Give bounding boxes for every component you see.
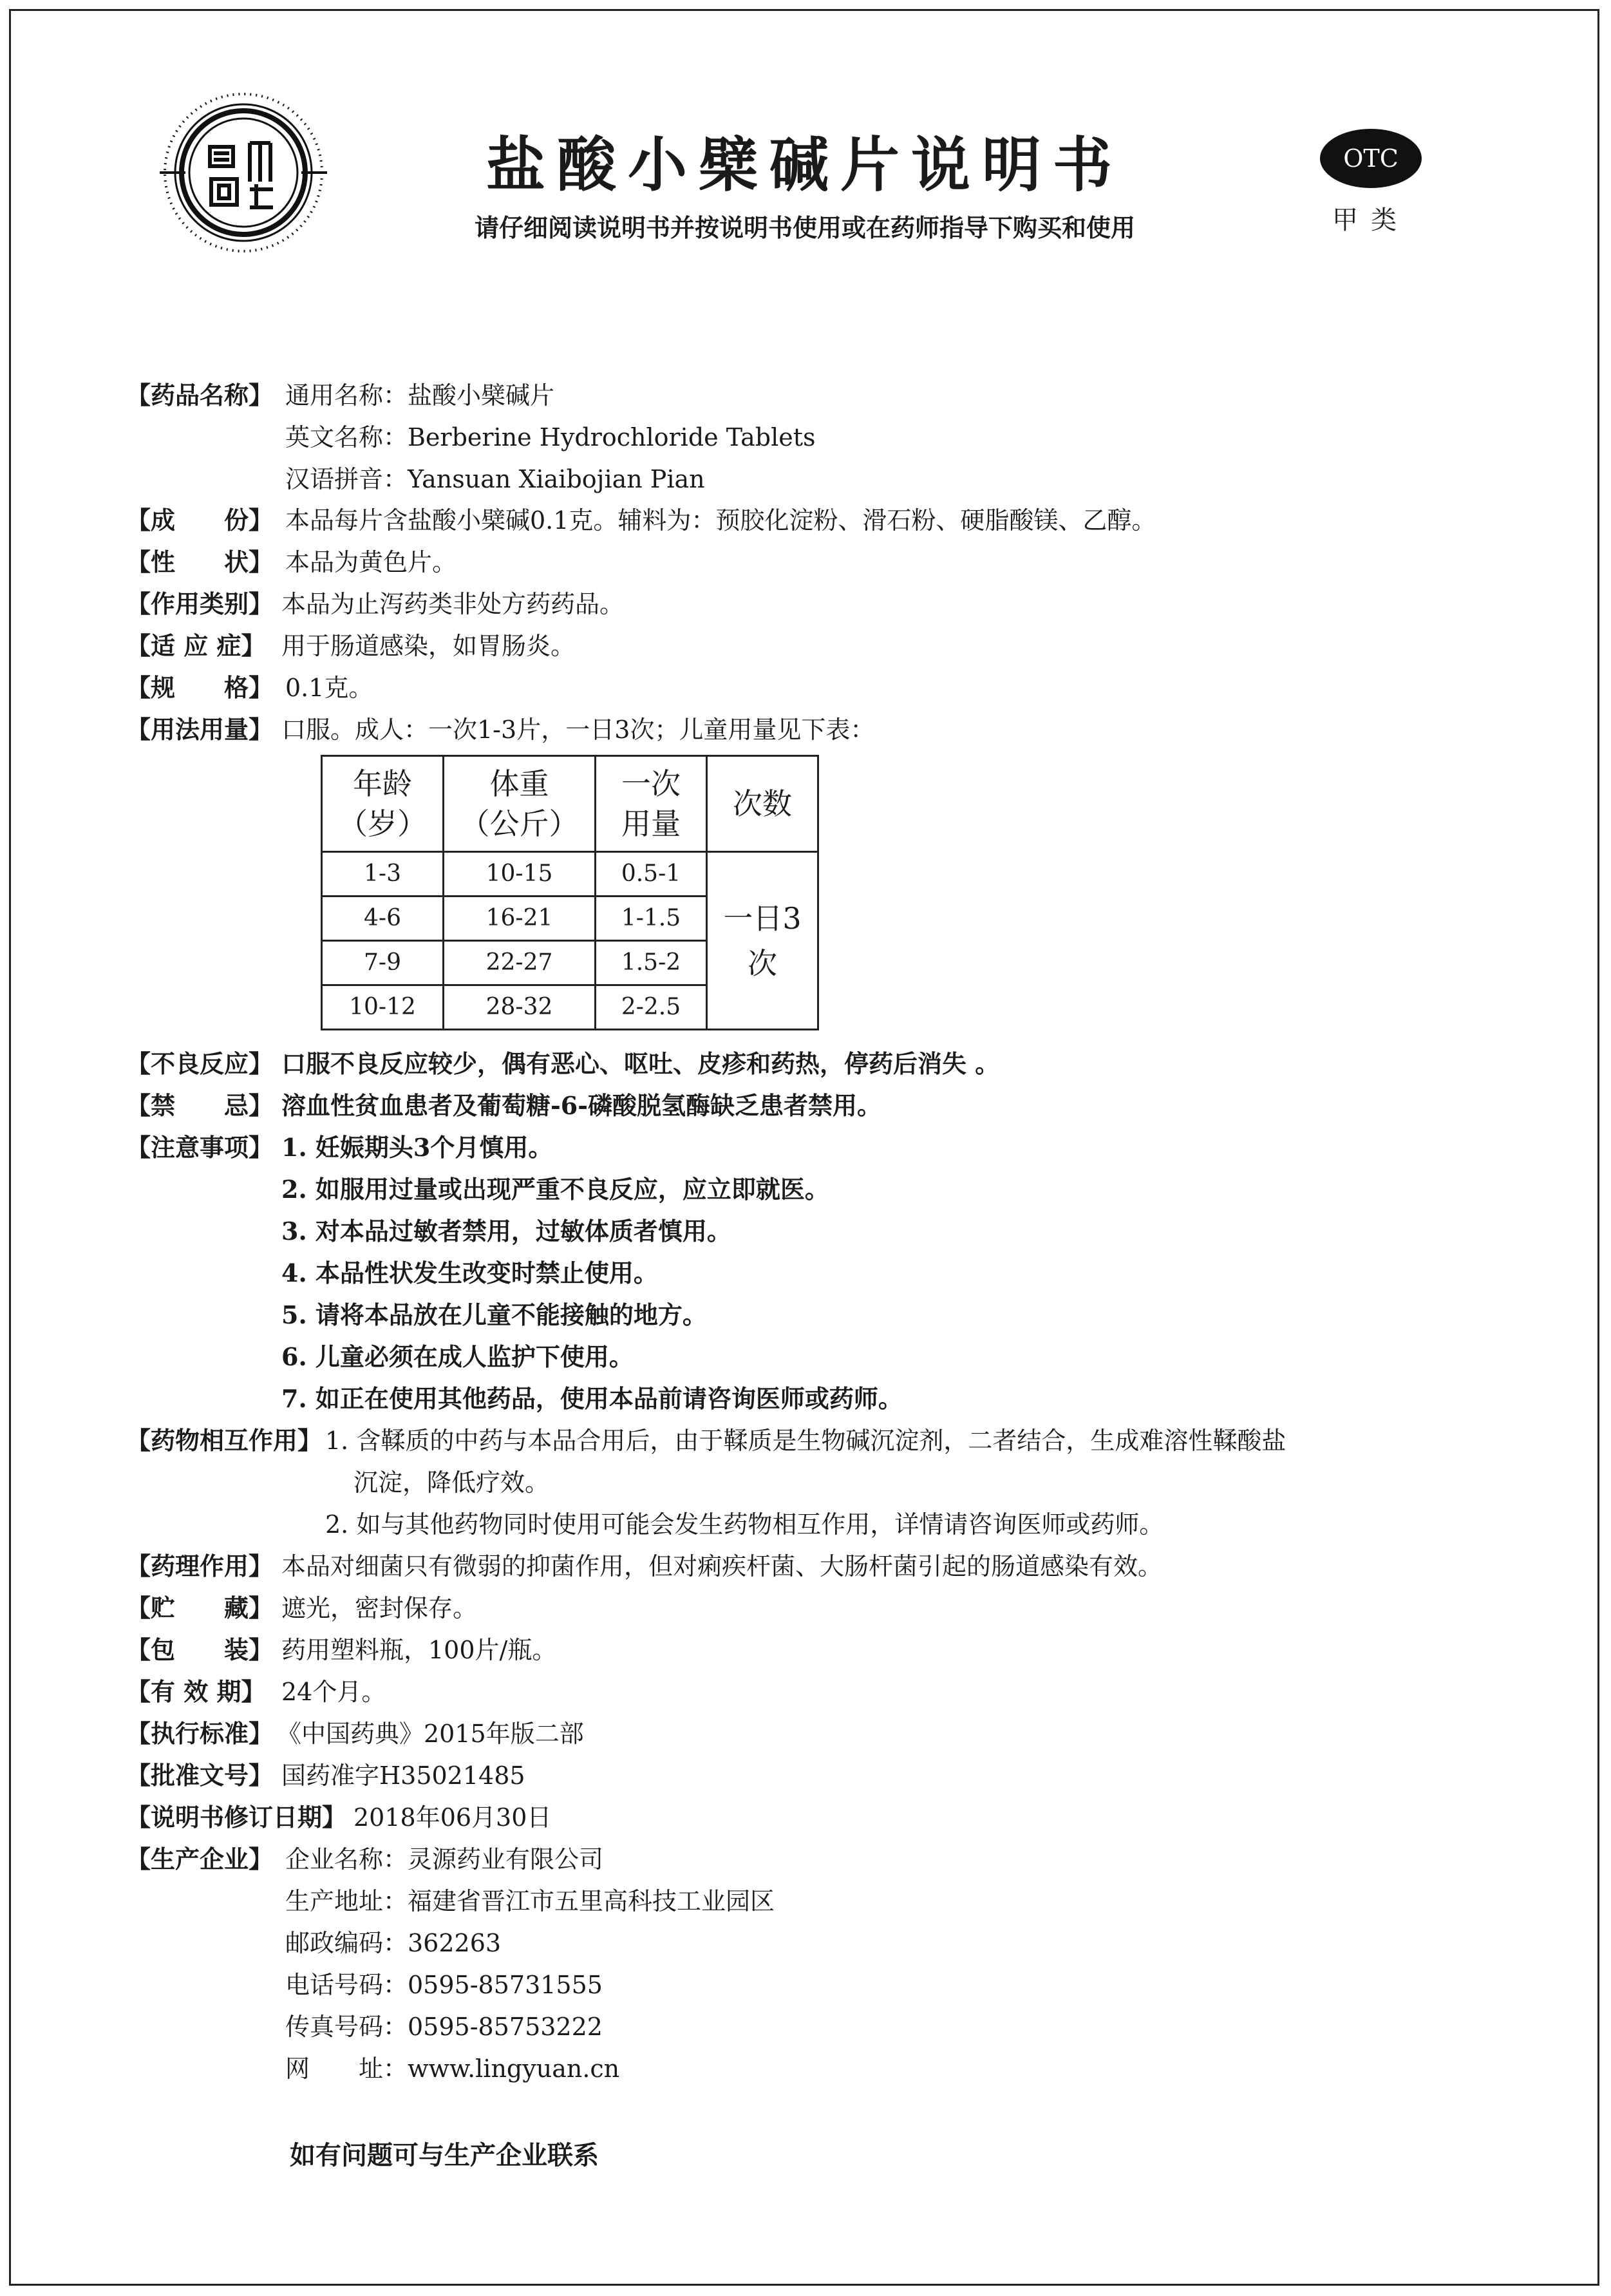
otc-badge: OTC bbox=[1320, 129, 1422, 188]
table-header-row bbox=[322, 756, 818, 852]
dosage-text: 口服。成人：一次1-3片，一日3次；儿童用量见下表： bbox=[281, 716, 875, 744]
section-label-ingredients: 【成 份】 bbox=[126, 506, 274, 535]
contact-note: 如有问题可与生产企业联系 bbox=[290, 2140, 599, 2170]
validity-text: 24个月。 bbox=[281, 1678, 386, 1706]
section-label-validity: 【有 效 期】 bbox=[126, 1677, 266, 1706]
header-frequency-line1: 次数 bbox=[733, 786, 792, 821]
header-weight-line2: （公斤） bbox=[460, 806, 579, 841]
header-weight-line1: 体重 bbox=[489, 766, 549, 801]
revision-date: 2018年06月30日 bbox=[353, 1803, 552, 1832]
precaution-item: 4. 本品性状发生改变时禁止使用。 bbox=[281, 1258, 658, 1287]
document-title: 盐酸小檗碱片说明书 bbox=[485, 130, 1124, 200]
package-text: 药用塑料瓶，100片/瓶。 bbox=[281, 1636, 557, 1664]
section-label-pharmacology: 【药理作用】 bbox=[126, 1551, 274, 1580]
interaction-item: 2. 如与其他药物同时使用可能会发生药物相互作用，详情请咨询医师或药师。 bbox=[325, 1510, 1164, 1539]
generic-name: 通用名称：盐酸小檗碱片 bbox=[285, 381, 555, 410]
section-label-approval: 【批准文号】 bbox=[126, 1761, 274, 1790]
precaution-item: 7. 如正在使用其他药品，使用本品前请咨询医师或药师。 bbox=[281, 1384, 903, 1413]
section-label-dosage: 【用法用量】 bbox=[126, 715, 274, 744]
interaction-item: 1. 含鞣质的中药与本品合用后，由于鞣质是生物碱沉淀剂，二者结合，生成难溶性鞣酸盐 bbox=[325, 1427, 1286, 1455]
phone-number: 电话号码：0595-85731555 bbox=[285, 1971, 603, 1999]
precaution-item: 1. 妊娠期头3个月慎用。 bbox=[281, 1133, 553, 1162]
section-label-indications: 【适 应 症】 bbox=[126, 631, 266, 660]
spec-text: 0.1克。 bbox=[285, 674, 373, 702]
contraindications-text: 溶血性贫血患者及葡萄糖-6-磷酸脱氢酶缺乏患者禁用。 bbox=[281, 1091, 881, 1120]
english-name: 英文名称：Berberine Hydrochloride Tablets bbox=[285, 423, 816, 451]
postal-code: 邮政编码：362263 bbox=[285, 1929, 502, 1957]
table-cell: 1-1.5 bbox=[596, 897, 707, 941]
section-label-manufacturer: 【生产企业】 bbox=[126, 1845, 274, 1874]
table-row bbox=[322, 852, 818, 897]
header-dose-line2: 用量 bbox=[621, 806, 681, 841]
document-subtitle: 请仔细阅读说明书并按说明书使用或在药师指导下购买和使用 bbox=[474, 213, 1135, 242]
header-age-line1: 年龄 bbox=[353, 766, 412, 801]
section-label-appearance: 【性 状】 bbox=[126, 547, 274, 576]
table-cell: 2-2.5 bbox=[596, 985, 707, 1030]
table-cell: 1-3 bbox=[322, 852, 444, 897]
company-name: 企业名称：灵源药业有限公司 bbox=[285, 1845, 604, 1874]
section-label-adverse: 【不良反应】 bbox=[126, 1049, 274, 1078]
frequency-line2: 次 bbox=[748, 945, 777, 981]
section-label-interactions: 【药物相互作用】 bbox=[126, 1426, 323, 1455]
website: 网 址：www.lingyuan.cn bbox=[285, 2054, 620, 2083]
header-dose bbox=[596, 756, 707, 852]
header-age bbox=[322, 756, 444, 852]
header-dose-line1: 一次 bbox=[621, 766, 681, 801]
table-cell: 1.5-2 bbox=[596, 941, 707, 985]
fax-number: 传真号码：0595-85753222 bbox=[285, 2013, 603, 2041]
section-label-category: 【作用类别】 bbox=[126, 589, 274, 618]
interaction-item-continued: 沉淀，降低疗效。 bbox=[353, 1468, 550, 1497]
table-cell: 10-15 bbox=[444, 852, 596, 897]
appearance-text: 本品为黄色片。 bbox=[285, 548, 457, 576]
company-address: 生产地址：福建省晋江市五里高科技工业园区 bbox=[285, 1887, 775, 1915]
table-cell: 10-12 bbox=[322, 985, 444, 1030]
section-label-standard: 【执行标准】 bbox=[126, 1719, 274, 1748]
indications-text: 用于肠道感染，如胃肠炎。 bbox=[281, 632, 576, 660]
section-label-contraindications: 【禁 忌】 bbox=[126, 1091, 274, 1120]
precaution-item: 3. 对本品过敏者禁用，过敏体质者慎用。 bbox=[281, 1217, 731, 1246]
category-text: 本品为止泻药类非处方药药品。 bbox=[281, 590, 625, 618]
header-frequency bbox=[707, 756, 818, 852]
storage-text: 遮光，密封保存。 bbox=[281, 1594, 478, 1622]
approval-number: 国药准字H35021485 bbox=[281, 1761, 525, 1790]
table-cell: 22-27 bbox=[444, 941, 596, 985]
pharmacology-text: 本品对细菌只有微弱的抑菌作用，但对痢疾杆菌、大肠杆菌引起的肠道感染有效。 bbox=[281, 1552, 1163, 1580]
table-cell: 4-6 bbox=[322, 897, 444, 941]
section-label-revision: 【说明书修订日期】 bbox=[126, 1803, 347, 1832]
precaution-item: 5. 请将本品放在儿童不能接触的地方。 bbox=[281, 1300, 707, 1329]
adverse-text: 口服不良反应较少，偶有恶心、呕吐、皮疹和药热，停药后消失 。 bbox=[281, 1049, 1000, 1078]
standard-text: 《中国药典》2015年版二部 bbox=[277, 1720, 584, 1748]
section-label-precautions: 【注意事项】 bbox=[126, 1133, 274, 1162]
precaution-item: 6. 儿童必须在成人监护下使用。 bbox=[281, 1342, 634, 1371]
table-cell: 16-21 bbox=[444, 897, 596, 941]
frequency-cell bbox=[707, 852, 818, 1030]
ingredients-text: 本品每片含盐酸小檗碱0.1克。辅料为：预胶化淀粉、滑石粉、硬脂酸镁、乙醇。 bbox=[285, 506, 1156, 535]
otc-class-label: 甲类 bbox=[1332, 205, 1409, 235]
table-cell: 28-32 bbox=[444, 985, 596, 1030]
section-label-spec: 【规 格】 bbox=[126, 673, 274, 702]
pediatric-dose-table bbox=[321, 755, 819, 1030]
table-cell: 7-9 bbox=[322, 941, 444, 985]
precaution-item: 2. 如服用过量或出现严重不良反应，应立即就医。 bbox=[281, 1175, 829, 1204]
header-age-line2: （岁） bbox=[338, 806, 427, 841]
header-weight bbox=[444, 756, 596, 852]
pinyin-name: 汉语拼音：Yansuan Xiaibojian Pian bbox=[285, 465, 705, 493]
section-label-name: 【药品名称】 bbox=[126, 381, 274, 410]
section-label-package: 【包 装】 bbox=[126, 1635, 274, 1664]
frequency-line1: 一日3 bbox=[723, 900, 802, 936]
table-cell: 0.5-1 bbox=[596, 852, 707, 897]
section-label-storage: 【贮 藏】 bbox=[126, 1593, 274, 1622]
